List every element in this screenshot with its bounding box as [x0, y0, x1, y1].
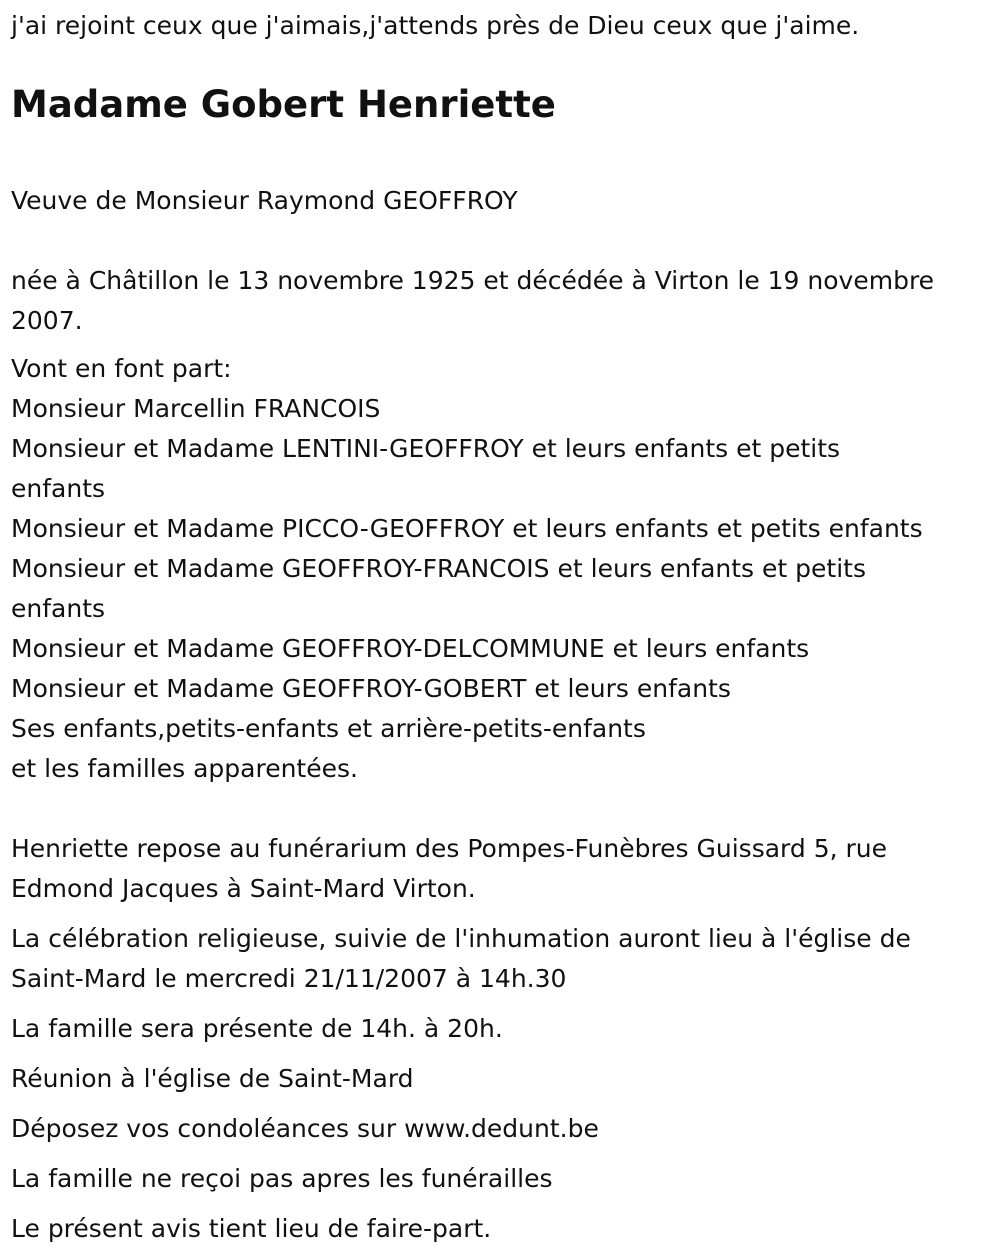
widow-of: Veuve de Monsieur Raymond GEOFFROY: [11, 186, 518, 215]
announcers-intro: Vont en font part:: [11, 354, 232, 383]
announcers-section: [11, 349, 996, 789]
meeting-place: Réunion à l'église de Saint-Mard: [11, 1064, 414, 1093]
no-reception: La famille ne reçoi pas apres les funérailles: [11, 1164, 553, 1193]
announcer-item: Monsieur et Madame GEOFFROY-DELCOMMUNE et leurs enfants: [11, 634, 810, 663]
notice-footer: Le présent avis tient lieu de faire-part.: [11, 1214, 492, 1243]
birth-death: née à Châtillon le 13 novembre 1925 et décédée à Virton le 19 novembre 2007.: [11, 266, 935, 335]
announcer-item: Monsieur et Madame GEOFFROY-FRANCOIS et leurs enfants et petits enfants: [11, 554, 866, 623]
ceremony-info: La célébration religieuse, suivie de l'inhumation auront lieu à l'église de Saint-Mard le mercredi 21/11/2007 à 14h.30: [11, 924, 911, 993]
motto: j'ai rejoint ceux que j'aimais,j'attends près de Dieu ceux que j'aime.: [11, 11, 860, 40]
announcer-item: Monsieur et Madame LENTINI-GEOFFROY et leurs enfants et petits enfants: [11, 434, 841, 503]
family-present: La famille sera présente de 14h. à 20h.: [11, 1014, 503, 1043]
obituary-notice: [11, 0, 996, 1249]
deceased-name: Madame Gobert Henriette: [11, 83, 556, 126]
announcer-item: et les familles apparentées.: [11, 754, 358, 783]
announcer-item: Monsieur Marcellin FRANCOIS: [11, 394, 381, 423]
announcer-item: Monsieur et Madame PICCO-GEOFFROY et leurs enfants et petits enfants: [11, 514, 923, 543]
announcer-item: Ses enfants,petits-enfants et arrière-petits-enfants: [11, 714, 646, 743]
condolences-link: Déposez vos condoléances sur www.dedunt.be: [11, 1114, 599, 1143]
rest-place: Henriette repose au funérarium des Pompes-Funèbres Guissard 5, rue Edmond Jacques à Saint-Mard Virton.: [11, 834, 888, 903]
announcer-item: Monsieur et Madame GEOFFROY-GOBERT et leurs enfants: [11, 674, 731, 703]
